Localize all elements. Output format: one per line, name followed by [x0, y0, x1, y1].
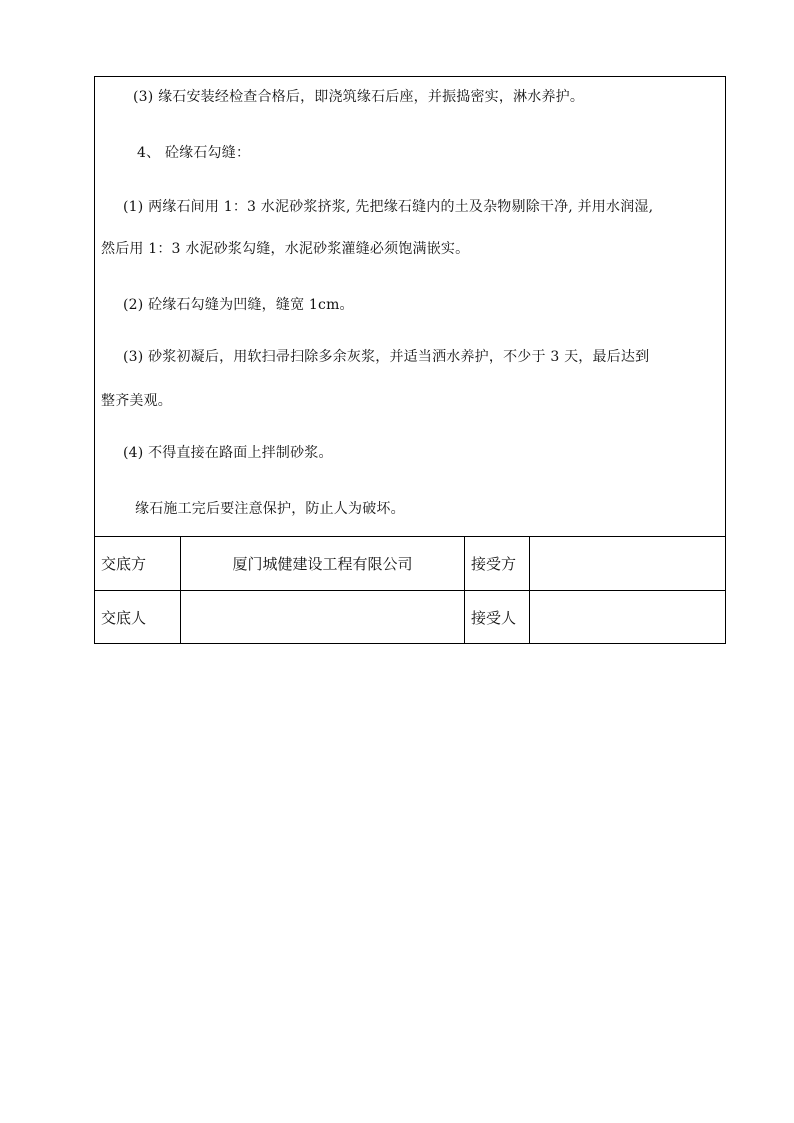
- paragraph-step-1-line-2: 然后用 1：3 水泥砂浆勾缝，水泥砂浆灌缝必须饱满嵌实。: [101, 241, 470, 257]
- paragraph-step-2: (2) 砼缘石勾缝为凹缝，缝宽 1cm。: [123, 297, 354, 313]
- value-receiving-party: [530, 537, 725, 590]
- handover-table: [94, 76, 726, 644]
- value-receiving-person: [530, 591, 725, 644]
- label-receiving-person: 接受人: [465, 591, 530, 644]
- label-handover-party: 交底方: [95, 537, 181, 590]
- value-handover-party: 厦门城健建设工程有限公司: [181, 537, 465, 590]
- paragraph-step-1-line-1: (1) 两缘石间用 1：3 水泥砂浆挤浆, 先把缘石缝内的土及杂物剔除干净, 并用水润湿,: [123, 199, 654, 215]
- section-heading-curb-jointing: 4、 砼缘石勾缝：: [137, 145, 251, 161]
- paragraph-protection-note: 缘石施工完后要注意保护，防止人为破坏。: [135, 501, 405, 517]
- table-row-handover-person: [95, 591, 725, 644]
- value-handover-person: [181, 591, 465, 644]
- table-row-handover-party: [95, 537, 725, 591]
- paragraph-step-3-line-1: (3) 砂浆初凝后，用软扫帚扫除多余灰浆，并适当洒水养护，不少于 3 天，最后达到: [123, 349, 650, 365]
- label-receiving-party: 接受方: [465, 537, 530, 590]
- paragraph-step-3-line-2: 整齐美观。: [101, 393, 172, 409]
- paragraph-curb-installation: (3) 缘石安装经检查合格后，即浇筑缘石后座，并振捣密实，淋水养护。: [133, 89, 585, 105]
- label-handover-person: 交底人: [95, 591, 181, 644]
- content-cell: [95, 77, 725, 537]
- paragraph-step-4: (4) 不得直接在路面上拌制砂浆。: [123, 445, 333, 461]
